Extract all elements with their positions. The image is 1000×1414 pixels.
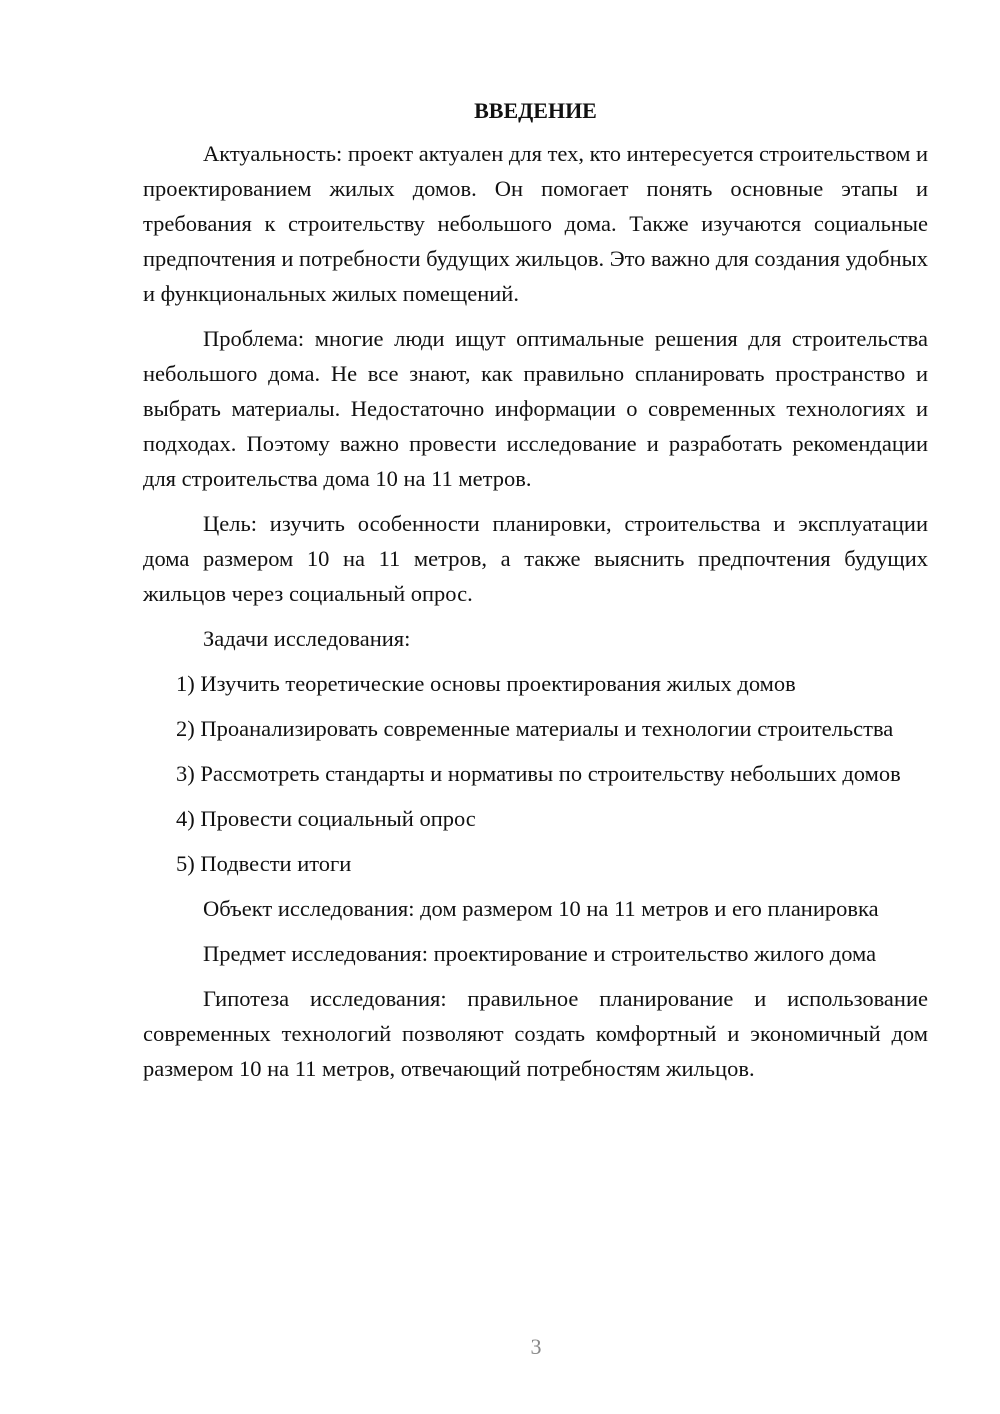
task-item-1: 1) Изучить теоретические основы проектирования жилых домов [176,671,796,696]
task-item-3: 3) Рассмотреть стандарты и нормативы по строительству небольших домов [176,761,901,786]
paragraph-object: Объект исследования: дом размером 10 на 11 метров и его планировка [203,896,879,921]
page-number: 3 [530,1334,542,1359]
paragraph-problem: Проблема: многие люди ищут оптимальные решения для строительства небольшого дома. Не все знают, как правильно спланировать пространство и выбрать материалы. Недостаточно информации о современных технологиях и подходах. Поэтому важно провести исследование и разработать рекомендации для строительства дома 10 на 11 метров. [143,326,928,491]
task-item-2: 2) Проанализировать современные материалы и технологии строительства [176,716,894,741]
task-item-4: 4) Провести социальный опрос [176,806,476,831]
tasks-heading: Задачи исследования: [203,626,411,651]
paragraph-subject: Предмет исследования: проектирование и строительство жилого дома [203,941,877,966]
paragraph-goal: Цель: изучить особенности планировки, строительства и эксплуатации дома размером 10 на 11 метров, а также выяснить предпочтения будущих жильцов через социальный опрос. [143,511,928,606]
page-content [143,96,928,1096]
paragraph-relevance: Актуальность: проект актуален для тех, кто интересуется строительством и проектированием жилых домов. Он помогает понять основные этапы и требования к строительству небольшого дома. Также изучаются социальные предпочтения и потребности будущих жильцов. Это важно для создания удобных и функциональных жилых помещений. [143,141,929,306]
task-item-5: 5) Подвести итоги [176,851,352,876]
section-title: ВВЕДЕНИЕ [474,98,597,123]
paragraph-hypothesis: Гипотеза исследования: правильное планирование и использование современных технологий позволяют создать комфортный и экономичный дом размером 10 на 11 метров, отвечающий потребностям жильцов. [143,986,928,1081]
